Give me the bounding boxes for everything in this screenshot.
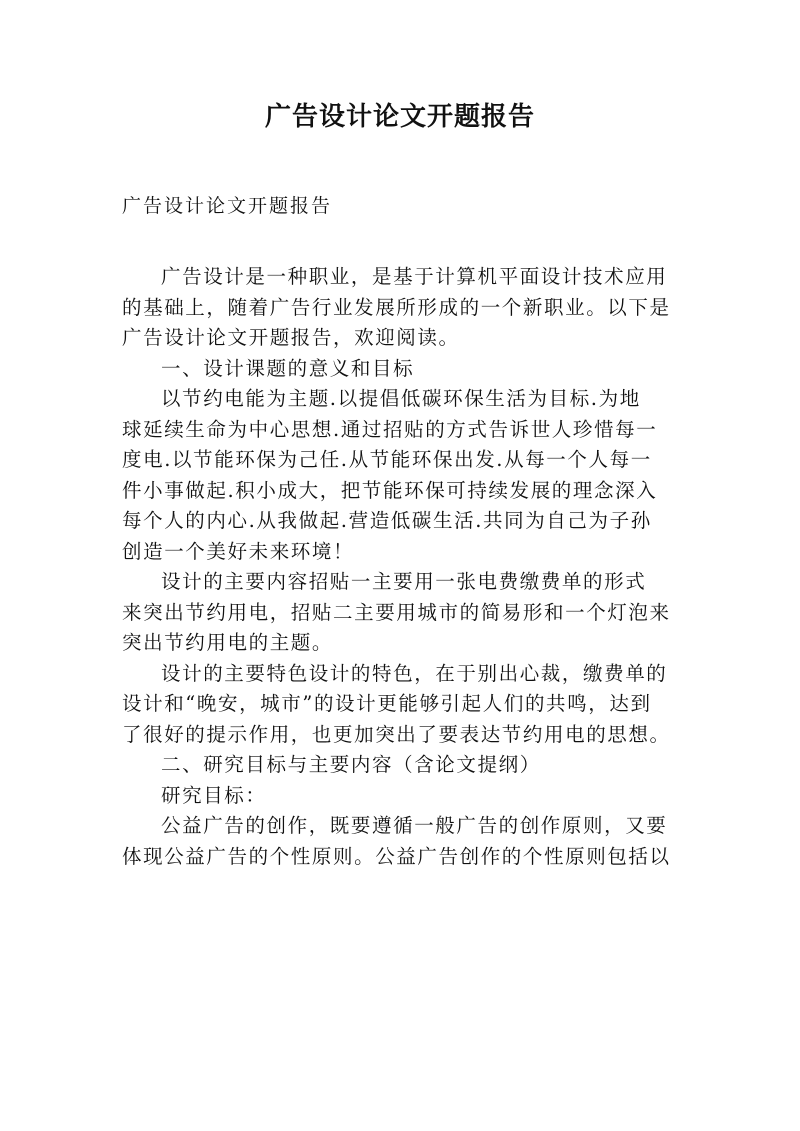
paragraph-features: 设计的主要特色设计的特色，在于别出心裁，缴费单的 设计和“晚安，城市”的设计更能够引起人们的共鸣，达到 了很好的提示作用，也更加突出了要表达节约用电的思想。	[122, 661, 671, 746]
section-heading-2: 二、研究目标与主要内容（含论文提纲）	[161, 753, 541, 776]
document-title: 广告设计论文开题报告	[264, 102, 535, 132]
section-heading-1: 一、设计课题的意义和目标	[161, 356, 415, 380]
document-body	[122, 262, 690, 872]
document-subtitle: 广告设计论文开题报告	[122, 195, 333, 217]
paragraph-theme: 以节约电能为主题.以提倡低碳环保生活为目标.为地 球延续生命为中心思想.通过招贴的方式告诉世人珍惜每一 度电.以节能环保为己任.从节能环保出发.从每一个人每一 件小事做起.积小成大，把节能环保可持续发展的理念深入 每个人的内心.从我做起.营造低碳生活.共同为自己为子孙 创造一个美好未来环境！	[122, 387, 658, 563]
paragraph-intro: 广告设计是一种职业，是基于计算机平面设计技术应用 的基础上，随着广告行业发展所形成的一个新职业。以下是 广告设计论文开题报告，欢迎阅读。	[122, 265, 671, 349]
paragraph-public-ads: 公益广告的创作，既要遵循一般广告的创作原则，又要 体现公益广告的个性原则。公益广告创作的个性原则包括以	[122, 814, 671, 868]
paragraph-research-goal-label: 研究目标：	[161, 783, 267, 807]
paragraph-content: 设计的主要内容招贴一主要用一张电费缴费单的形式 来突出节约用电，招贴二主要用城市的简易形和一个灯泡来 突出节约用电的主题。	[122, 570, 671, 654]
